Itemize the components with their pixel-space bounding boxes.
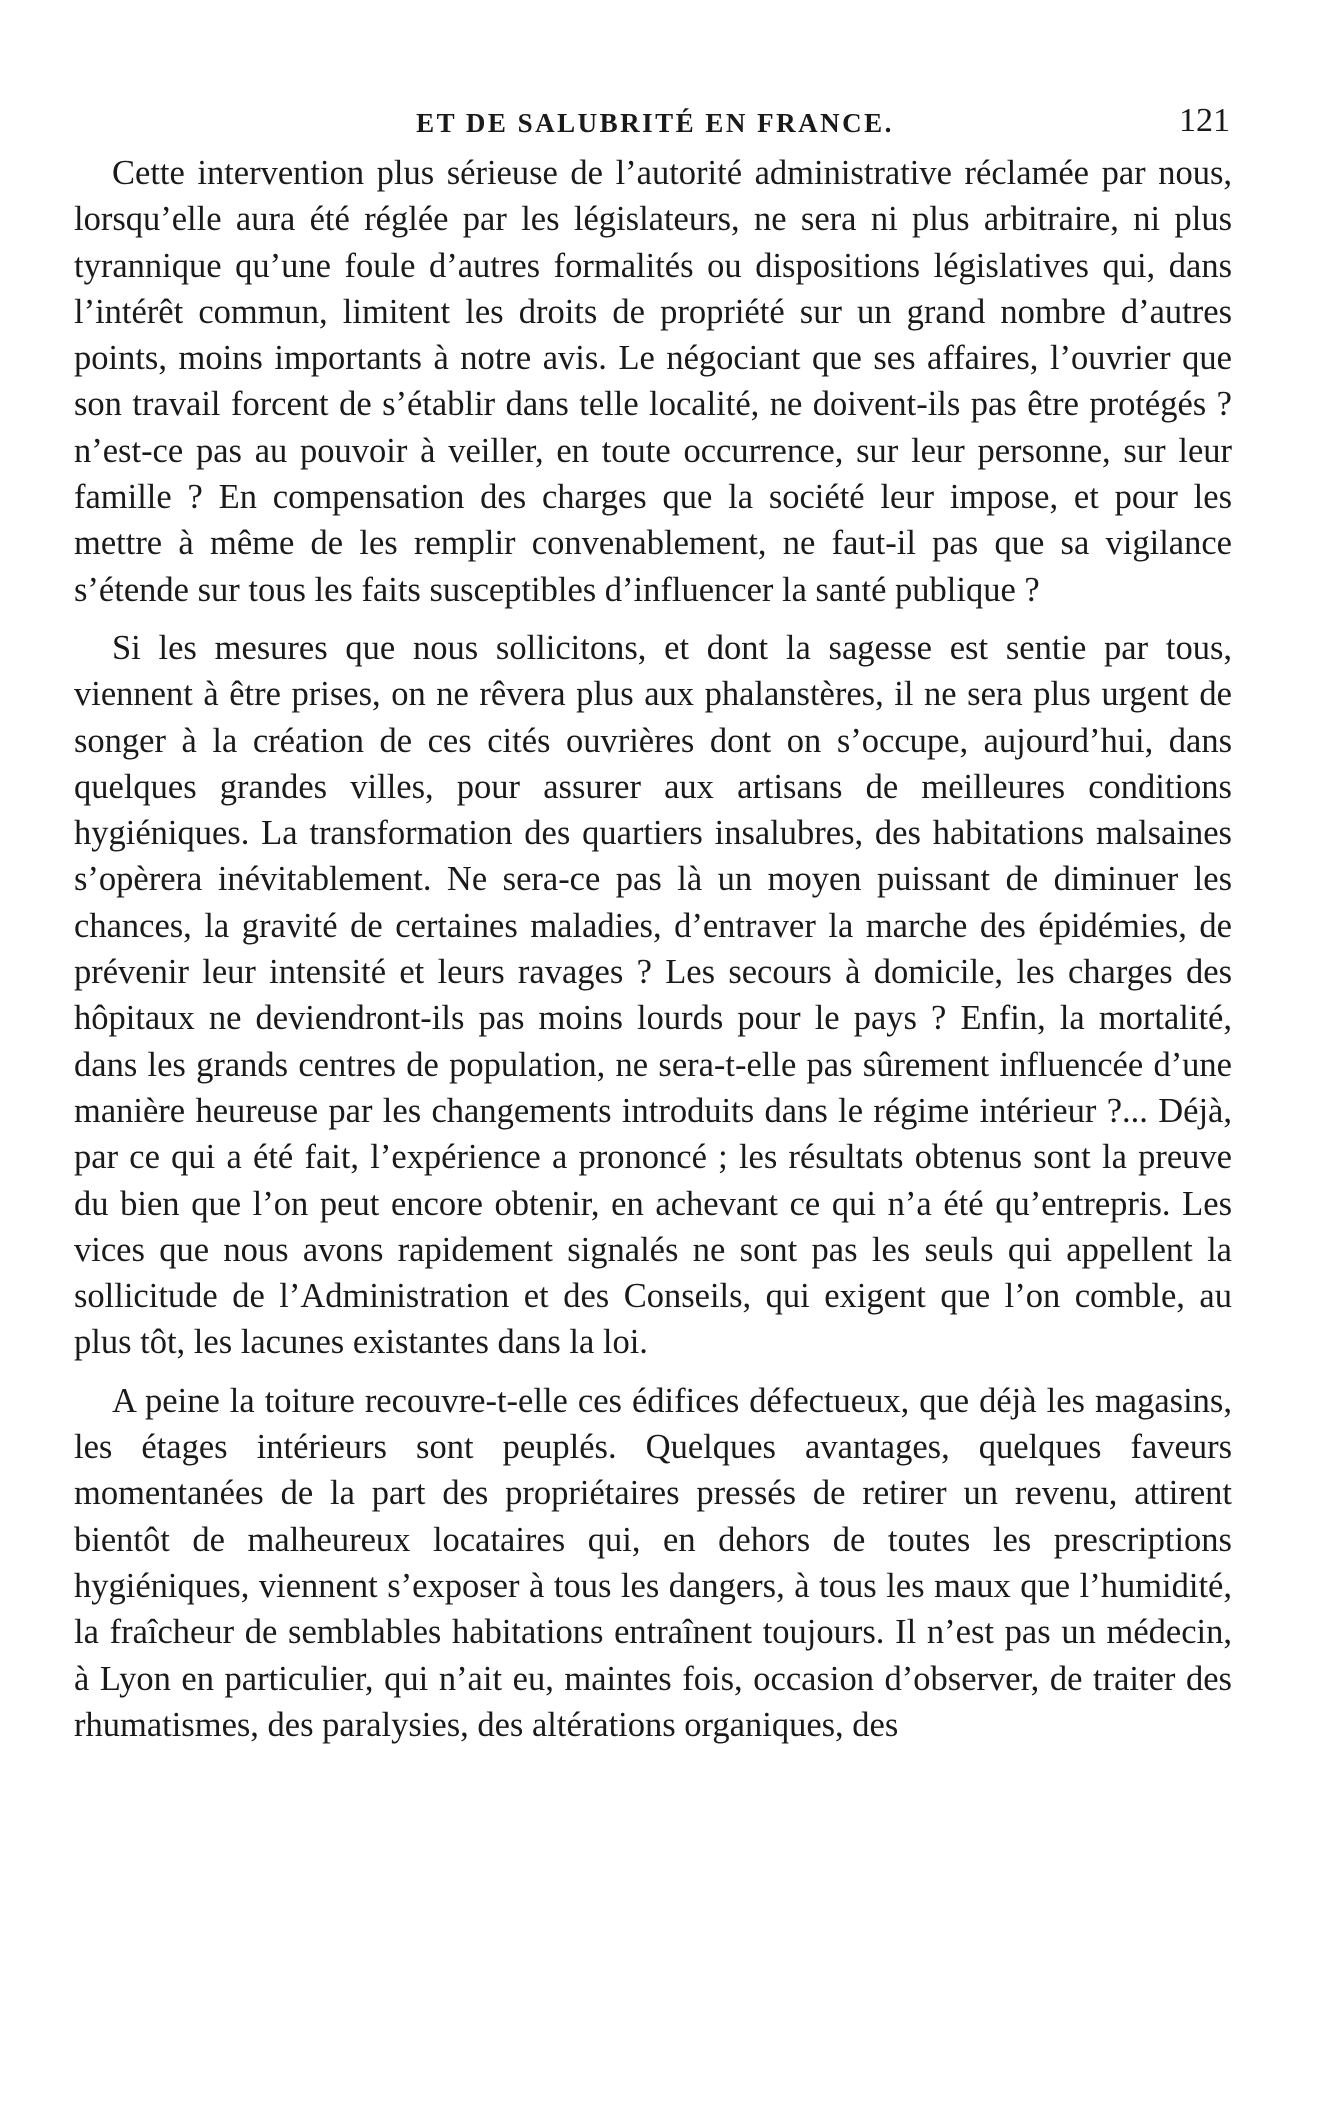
running-head	[80, 100, 1230, 150]
paragraph-3: A peine la toiture recouvre-t-elle ces édifices défectueux, que déjà les magasins, les étages intérieurs sont peuplés. Quelques avantages, quelques faveurs momentanées de la part des propriétaires pressés de retirer un revenu, attirent bientôt de malheureux locataires qui, en dehors de toutes les prescriptions hygiéniques, viennent s’exposer à tous les dangers, à tous les maux que l’humidité, la fraîcheur de semblables habitations entraînent toujours. Il n’est pas un médecin, à Lyon en particulier, qui n’ait eu, maintes fois, occasion d’observer, de traiter des rhumatismes, des paralysies, des altérations organiques, des	[74, 1381, 1232, 1744]
page-number: 121	[1179, 102, 1230, 139]
body-text	[74, 150, 1232, 1748]
running-title: ET DE SALUBRITÉ EN FRANCE.	[416, 108, 894, 138]
paragraph-1: Cette intervention plus sérieuse de l’autorité administrative réclamée par nous, lorsqu’elle aura été réglée par les législateurs, ne sera ni plus arbitraire, ni plus tyrannique qu’une foule d’autres formalités ou dispositions législatives qui, dans l’intérêt commun, limitent les droits de propriété sur un grand nombre d’autres points, moins importants à notre avis. Le négociant que ses affaires, l’ouvrier que son travail forcent de s’établir dans telle localité, ne doivent-ils pas être protégés ? n’est-ce pas au pouvoir à veiller, en toute occurrence, sur leur personne, sur leur famille ? En compensation des charges que la société leur impose, et pour les mettre à même de les remplir convenablement, ne faut-il pas que sa vigilance s’étende sur tous les faits susceptibles d’influencer la santé publique ?	[74, 154, 1232, 609]
paragraph-2: Si les mesures que nous sollicitons, et dont la sagesse est sentie par tous, viennent à être prises, on ne rêvera plus aux phalanstères, il ne sera plus urgent de songer à la création de ces cités ouvrières dont on s’occupe, aujourd’hui, dans quelques grandes villes, pour assurer aux artisans de meilleures conditions hygiéniques. La transformation des quartiers insalubres, des habitations malsaines s’opèrera inévitablement. Ne sera-ce pas là un moyen puissant de diminuer les chances, la gravité de certaines maladies, d’entraver la marche des épidémies, de prévenir leur intensité et leurs ravages ? Les secours à domicile, les charges des hôpitaux ne deviendront-ils pas moins lourds pour le pays ? Enfin, la mortalité, dans les grands centres de population, ne sera-t-elle pas sûrement influencée d’une manière heureuse par les changements introduits dans le régime intérieur ?... Déjà, par ce qui a été fait, l’expérience a prononcé ; les résultats obtenus sont la preuve du bien que l’on peut encore obtenir, en achevant ce qui n’a été qu’entrepris. Les vices que nous avons rapidement signalés ne sont pas les seuls qui appellent la sollicitude de l’Administration et des Conseils, qui exigent que l’on comble, au plus tôt, les lacunes existantes dans la loi.	[74, 628, 1232, 1362]
